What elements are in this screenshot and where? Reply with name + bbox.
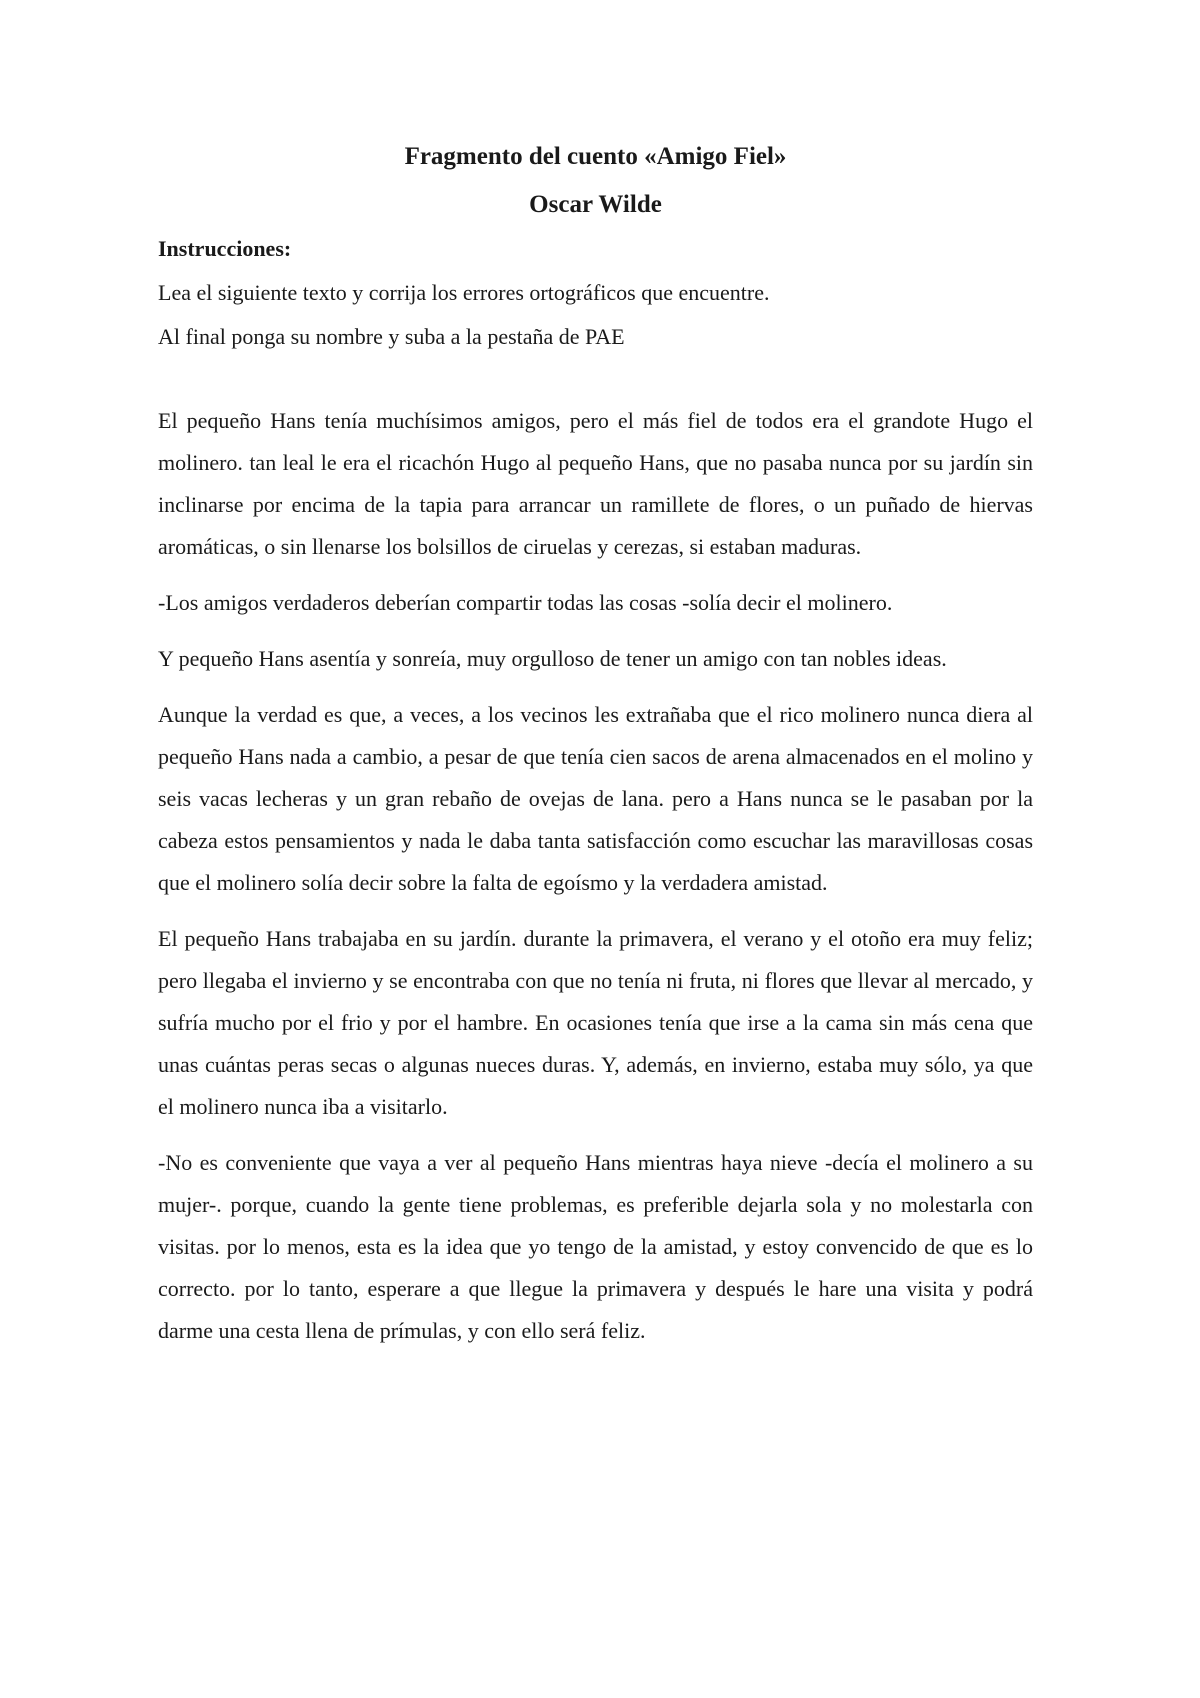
instruction-line: Lea el siguiente texto y corrija los errores ortográficos que encuentre. — [158, 280, 770, 305]
story-paragraph: El pequeño Hans tenía muchísimos amigos, pero el más fiel de todos era el grandote Hugo el molinero. tan leal le era el ricachón Hugo al pequeño Hans, que no pasaba nunca por su jardín sin inclinarse por encima de la tapia para arrancar un ramillete de flores, o un puñado de hiervas aromáticas, o sin llenarse los bolsillos de ciruelas y cerezas, si estaban maduras. — [158, 408, 1033, 559]
document-page — [158, 140, 1033, 1366]
story-paragraph: Y pequeño Hans asentía y sonreía, muy orgulloso de tener un amigo con tan nobles ideas. — [158, 646, 947, 671]
instructions-heading: Instrucciones: — [158, 236, 292, 261]
story-paragraph: -No es conveniente que vaya a ver al pequeño Hans mientras haya nieve -decía el molinero a su mujer-. porque, cuando la gente tiene problemas, es preferible dejarla sola y no molestarla con visitas. por lo menos, esta es la idea que yo tengo de la amistad, y estoy convencido de que es lo correcto. por lo tanto, esperare a que llegue la primavera y después le hare una visita y podrá darme una cesta llena de prímulas, y con ello será feliz. — [158, 1150, 1033, 1343]
story-paragraph: Aunque la verdad es que, a veces, a los vecinos les extrañaba que el rico molinero nunca diera al pequeño Hans nada a cambio, a pesar de que tenía cien sacos de arena almacenados en el molino y seis vacas lecheras y un gran rebaño de ovejas de lana. pero a Hans nunca se le pasaban por la cabeza estos pensamientos y nada le daba tanta satisfacción como escuchar las maravillosas cosas que el molinero solía decir sobre la falta de egoísmo y la verdadera amistad. — [158, 702, 1033, 895]
instruction-line: Al final ponga su nombre y suba a la pestaña de PAE — [158, 324, 625, 349]
story-paragraph: El pequeño Hans trabajaba en su jardín. durante la primavera, el verano y el otoño era muy feliz; pero llegaba el invierno y se encontraba con que no tenía ni fruta, ni flores que llevar al mercado, y sufría mucho por el frio y por el hambre. En ocasiones tenía que irse a la cama sin más cena que unas cuántas peras secas o algunas nueces duras. Y, además, en invierno, estaba muy sólo, ya que el molinero nunca iba a visitarlo. — [158, 926, 1033, 1119]
document-title: Fragmento del cuento «Amigo Fiel» — [404, 143, 787, 170]
story-paragraph: -Los amigos verdaderos deberían compartir todas las cosas -solía decir el molinero. — [158, 590, 893, 615]
document-author: Oscar Wilde — [529, 191, 662, 218]
